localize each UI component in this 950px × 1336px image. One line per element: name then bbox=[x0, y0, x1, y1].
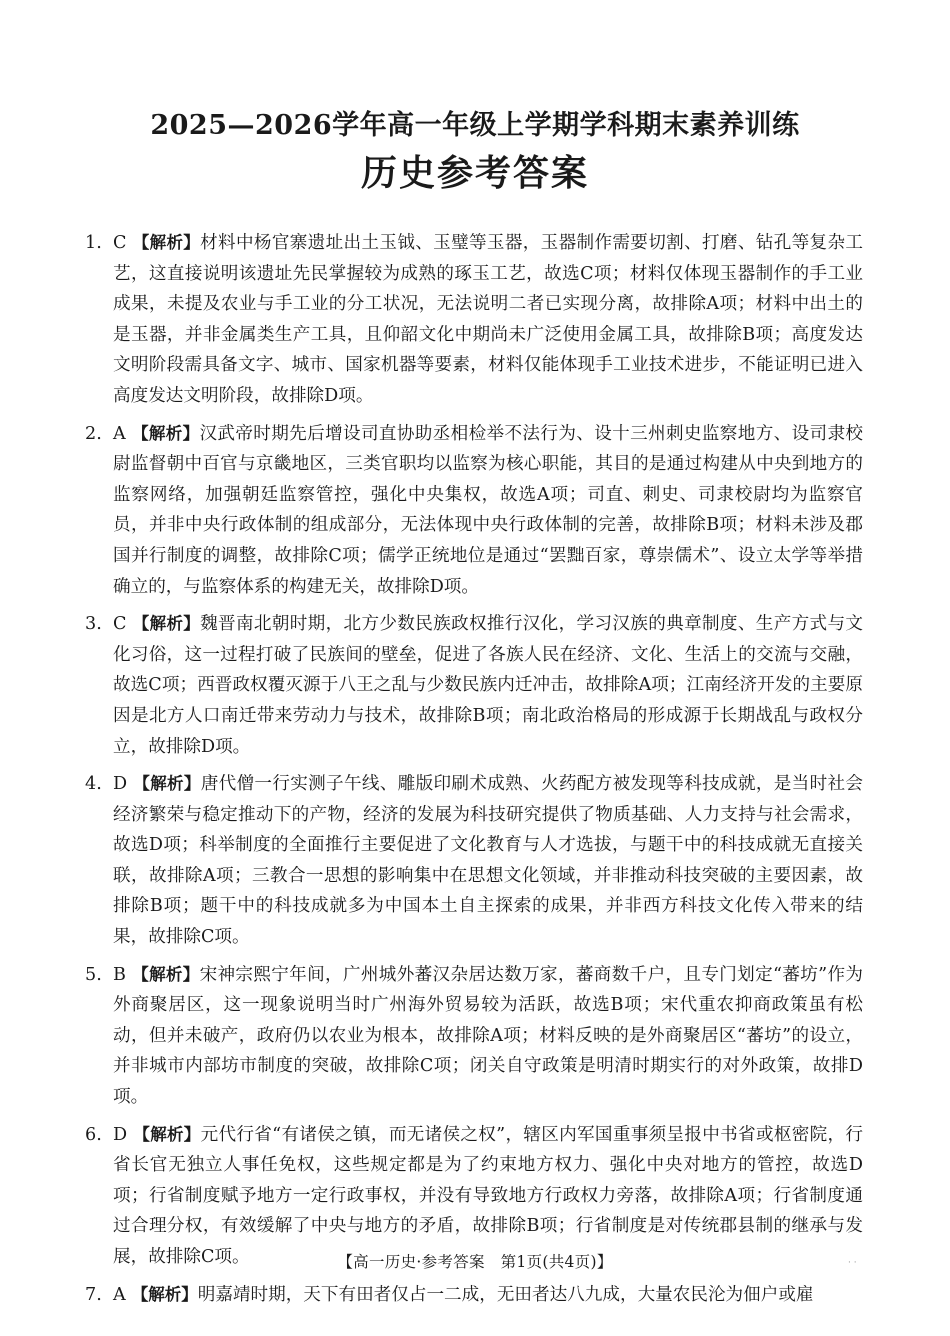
analysis-text: 宋神宗熙宁年间，广州城外蕃汉杂居达数万家，蕃商数千户，且专门划定“蕃坊”作为外商聚居区，这一现象说明当时广州海外贸易较为活跃，故选B项；宋代重农抑商政策虽有松动，但并未破产，政府仍以农业为根本，故排除A项；材料反映的是外商聚居区“蕃坊”的设立，并非城市内部坊市制度的突破，故排除C项；闭关自守政策是明清时期实行的对外政策，故排D项。 bbox=[113, 964, 864, 1108]
analysis-tag: 【解析】 bbox=[132, 233, 201, 252]
answer-number: 4. bbox=[85, 774, 102, 795]
answer-item-5 bbox=[85, 960, 864, 1113]
corner-marks: · · bbox=[848, 1258, 857, 1268]
answer-choice: D bbox=[113, 774, 128, 795]
answer-number: 2. bbox=[85, 423, 102, 444]
answer-item-2 bbox=[85, 419, 863, 603]
analysis-tag: 【解析】 bbox=[133, 1124, 201, 1144]
answer-choice: D bbox=[113, 1124, 128, 1145]
answer-number: 6. bbox=[85, 1124, 102, 1145]
analysis-tag: 【解析】 bbox=[131, 423, 200, 443]
answer-number: 1. bbox=[85, 233, 102, 253]
answer-item-1 bbox=[85, 228, 863, 412]
analysis-tag: 【解析】 bbox=[131, 1284, 198, 1304]
analysis-text: 汉武帝时期先后增设司直协助丞相检举不法行为、设十三州刺史监察地方、设司隶校尉监督朝中百官与京畿地区，三类官职均以监察为核心职能，其目的是通过构建从中央到地方的监察网络，加强朝廷监察管控，强化中央集权，故选A项；司直、刺史、司隶校尉均为监察官员，并非中央行政体制的组成部分，无法体现中央行政体制的完善，故排除B项；材料未涉及郡国并行制度的调整，故排除C项；儒学正统地位是通过“罢黜百家，尊崇儒术”、设立太学等举措确立的，与监察体系的构建无关，故排除D项。 bbox=[113, 423, 863, 597]
answer-list bbox=[85, 228, 864, 1317]
answer-choice: C bbox=[113, 614, 127, 635]
analysis-text: 材料中杨官寨遗址出土玉钺、玉璧等玉器，玉器制作需要切割、打磨、钻孔等复杂工艺，这直接说明该遗址先民掌握较为成熟的琢玉工艺，故选C项；材料仅体现玉器制作的手工业成果，未提及农业与手工业的分工状况，无法说明二者已实现分离，故排除A项；材料中出土的是玉器，并非金属类生产工具，且仰韶文化中期尚未广泛使用金属工具，故排除B项；高度发达文明阶段需具备文字、城市、国家机器等要素，材料仅能体现手工业技术进步，不能证明已进入高度发达文明阶段，故排除D项。 bbox=[113, 233, 863, 406]
document-subtitle: 历史参考答案 bbox=[360, 152, 589, 194]
analysis-text: 明嘉靖时期，天下有田者仅占一二成，无田者达八九成，大量农民沦为佃户或雇 bbox=[197, 1284, 814, 1305]
analysis-text: 元代行省“有诸侯之镇，而无诸侯之权”，辖区内军国重事须呈报中书省或枢密院，行省长官无独立人事任免权，这些规定都是为了约束地方权力、强化中央对地方的管控，故选D项；行省制度赋予地方一定行政事权，并没有导致地方行政权力旁落，故排除A项；行省制度通过合理分权，有效缓解了中央与地方的矛盾，故排除B项；行省制度是对传统郡县制的继承与发展，故排除C项。 bbox=[113, 1124, 864, 1267]
analysis-tag: 【解析】 bbox=[133, 774, 201, 794]
answer-number: 5. bbox=[85, 964, 102, 985]
page-footer: 【高一历史·参考答案 第1页(共4页)】 bbox=[337, 1253, 613, 1271]
answer-item-3 bbox=[85, 609, 863, 762]
answer-choice: C bbox=[113, 233, 127, 253]
answer-choice: A bbox=[113, 1284, 126, 1305]
analysis-text: 唐代僧一行实测子午线、雕版印刷术成熟、火药配方被发现等科技成就，是当时社会经济繁荣与稳定推动下的产物，经济的发展为科技研究提供了物质基础、人力支持与社会需求，故选D项；科举制度的全面推行主要促进了文化教育与人才选拔，与题干中的科技成就无直接关联，故排除A项；三教合一思想的影响集中在思想文化领域，并非推动科技突破的主要因素，故排除B项；题干中的科技成就多为中国本土自主探索的成果，并非西方科技文化传入带来的结果，故排除C项。 bbox=[113, 774, 863, 948]
answer-choice: A bbox=[113, 423, 126, 444]
answer-item-4 bbox=[85, 769, 863, 953]
answer-choice: B bbox=[113, 964, 126, 985]
document-title: 2025—2026学年高一年级上学期学科期末素养训练 bbox=[150, 110, 800, 141]
analysis-text: 魏晋南北朝时期，北方少数民族政权推行汉化，学习汉族的典章制度、生产方式与文化习俗，这一过程打破了民族间的壁垒，促进了各族人民在经济、文化、生活上的交流与交融，故选C项；西晋政权覆灭源于八王之乱与少数民族内迁冲击，故排除A项；江南经济开发的主要原因是北方人口南迁带来劳动力与技术，故排除B项；南北政治格局的形成源于长期战乱与政权分立，故排除D项。 bbox=[113, 614, 863, 757]
analysis-tag: 【解析】 bbox=[132, 614, 201, 634]
analysis-tag: 【解析】 bbox=[131, 964, 200, 984]
answer-number: 3. bbox=[85, 614, 102, 635]
answer-number: 7. bbox=[85, 1284, 102, 1305]
answer-item-7 bbox=[85, 1280, 863, 1311]
